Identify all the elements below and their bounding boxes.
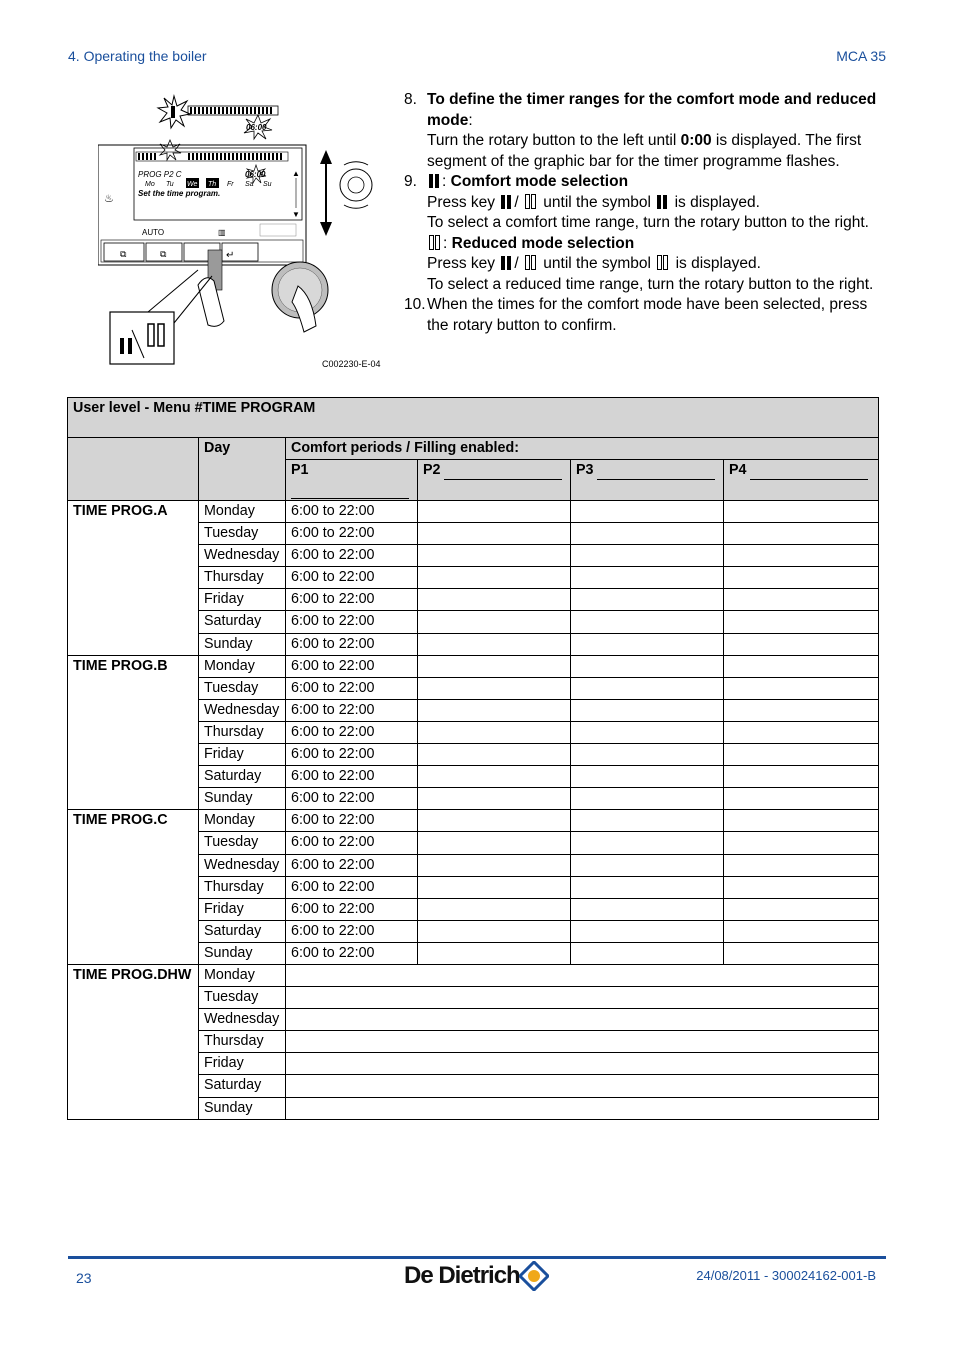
program-name: TIME PROG.DHW — [68, 964, 199, 1119]
comfort-press-text: Press key — [427, 193, 500, 211]
period-p1-cell: 6:00 to 22:00 — [286, 721, 418, 743]
period-cell — [418, 810, 571, 832]
period-p1-cell: 6:00 to 22:00 — [286, 567, 418, 589]
period-cell — [286, 987, 879, 1009]
period-cell — [418, 501, 571, 523]
period-cell — [724, 501, 879, 523]
period-cell — [724, 942, 879, 964]
table-row — [68, 655, 879, 677]
day-cell: Thursday — [199, 567, 286, 589]
day-cell: Thursday — [199, 721, 286, 743]
reduced-symbol-icon — [657, 255, 669, 270]
period-cell — [571, 633, 724, 655]
period-p1-cell: 6:00 to 22:00 — [286, 699, 418, 721]
reduced-select-text: To select a reduced time range, turn the rotary button to the right. — [427, 275, 874, 293]
day-cell: Friday — [199, 898, 286, 920]
period-cell — [724, 699, 879, 721]
period-p1-cell: 6:00 to 22:00 — [286, 744, 418, 766]
period-label: P2 — [423, 462, 441, 478]
period-cell — [418, 854, 571, 876]
table-header-row — [68, 438, 879, 460]
comfort-mode-title: Comfort mode selection — [450, 173, 629, 190]
blank-line — [291, 485, 409, 499]
period-p1-cell: 6:00 to 22:00 — [286, 501, 418, 523]
day-cell: Monday — [199, 501, 286, 523]
period-cell — [571, 898, 724, 920]
period-cell — [571, 721, 724, 743]
period-p1-cell: 6:00 to 22:00 — [286, 810, 418, 832]
rotary-button-icon — [340, 162, 372, 208]
period-p1-cell: 6:00 to 22:00 — [286, 766, 418, 788]
display-time-main: 06:00 — [245, 170, 266, 179]
reduced-displayed-text: is displayed. — [671, 255, 761, 272]
header-blank — [68, 438, 199, 501]
table-row — [68, 810, 879, 832]
step-8: 8. To define the timer ranges for the comfort mode and reduced mode: Turn the rotary button to the left until 0:00 is displayed. The first segment of the graphic bar for the timer programme flashes. — [404, 91, 877, 170]
period-label: P4 — [729, 462, 747, 478]
button-icon-2: ⧉ — [160, 249, 167, 259]
day-cell: Sunday — [199, 788, 286, 810]
step-8-text-a: Turn the rotary button to the left until — [427, 132, 681, 149]
period-cell — [571, 545, 724, 567]
period-cell — [571, 699, 724, 721]
period-p1-cell: 6:00 to 22:00 — [286, 523, 418, 545]
button-icon-1: ⧉ — [120, 249, 127, 259]
period-cell — [286, 1097, 879, 1119]
day-cell: Friday — [199, 589, 286, 611]
timer-bar-top — [188, 106, 278, 115]
reduced-key-icon — [429, 235, 441, 250]
blank-line — [597, 466, 715, 480]
comfort-key-icon — [501, 195, 512, 209]
period-cell — [286, 1009, 879, 1031]
flash-burst-icon — [158, 96, 190, 128]
day-cell: Wednesday — [199, 1009, 286, 1031]
day-cell: Tuesday — [199, 987, 286, 1009]
period-cell — [418, 589, 571, 611]
period-cell — [724, 898, 879, 920]
period-cell — [724, 721, 879, 743]
display-day-su: Su — [263, 181, 272, 188]
period-cell — [571, 589, 724, 611]
period-cell — [418, 788, 571, 810]
model-header: MCA 35 — [836, 48, 886, 64]
period-p1-cell: 6:00 to 22:00 — [286, 611, 418, 633]
day-header: Day — [199, 438, 286, 501]
section-header: 4. Operating the boiler — [68, 48, 207, 64]
period-cell — [724, 920, 879, 942]
figure-caption: C002230-E-04 — [322, 359, 381, 369]
period-cell — [724, 744, 879, 766]
display-day-tu: Tu — [166, 181, 174, 188]
comfort-symbol-icon — [657, 195, 668, 209]
period-label: P3 — [576, 462, 594, 478]
footer-divider — [68, 1256, 886, 1259]
period-p1-header — [286, 460, 418, 501]
period-cell — [418, 942, 571, 964]
period-cell — [724, 567, 879, 589]
brand-diamond-icon — [519, 1261, 549, 1291]
step-8-text-b: is displayed. The first segment of the graphic bar for the timer programme flashes. — [427, 132, 862, 170]
time-program-table — [67, 397, 879, 1120]
period-p1-cell: 6:00 to 22:00 — [286, 898, 418, 920]
period-cell — [418, 655, 571, 677]
display-day-mo: Mo — [145, 181, 155, 188]
period-p3-header — [571, 460, 724, 501]
period-cell — [418, 611, 571, 633]
program-name: TIME PROG.A — [68, 501, 199, 656]
period-cell — [724, 589, 879, 611]
period-cell — [571, 876, 724, 898]
scroll-up-icon: ▲ — [292, 169, 300, 178]
period-cell — [418, 898, 571, 920]
period-cell — [571, 567, 724, 589]
day-cell: Saturday — [199, 766, 286, 788]
period-cell — [571, 788, 724, 810]
blank-line — [750, 466, 868, 480]
table-row — [68, 501, 879, 523]
period-cell — [418, 832, 571, 854]
period-cell — [418, 920, 571, 942]
day-cell: Sunday — [199, 942, 286, 964]
period-p2-header — [418, 460, 571, 501]
return-icon: ↵ — [226, 250, 235, 261]
display-time-top: 06:00 — [246, 123, 267, 132]
step-9: 9. : Comfort mode selection Press key / until the symbol is displayed. To select a comfort time range, turn the rotary button to the right. : Reduced mode selection Press key / until the symbol is displayed. To select a reduced time range, turn the rotary button to the right. — [404, 172, 890, 295]
period-cell — [571, 677, 724, 699]
period-cell — [571, 942, 724, 964]
instruction-steps — [404, 90, 890, 336]
comfort-until-text: until the symbol — [538, 193, 656, 211]
period-cell — [418, 744, 571, 766]
period-cell — [418, 677, 571, 699]
reduced-until-text: until the symbol — [538, 255, 656, 272]
control-panel-illustration — [98, 90, 398, 380]
period-cell — [571, 766, 724, 788]
day-cell: Tuesday — [199, 523, 286, 545]
period-cell — [418, 633, 571, 655]
comfort-key-icon — [501, 256, 512, 270]
step-number: 8. — [404, 91, 417, 108]
period-cell — [724, 523, 879, 545]
period-cell — [724, 854, 879, 876]
flame-icon: ♨ — [104, 193, 114, 205]
blank-line — [444, 466, 562, 480]
period-label: P1 — [291, 462, 309, 478]
step-8-title: To define the timer ranges for the comfort mode and reduced mode — [427, 91, 877, 129]
program-name: TIME PROG.B — [68, 655, 199, 810]
periods-header: Comfort periods / Filling enabled: — [286, 438, 879, 460]
period-cell — [286, 1031, 879, 1053]
period-p1-cell: 6:00 to 22:00 — [286, 854, 418, 876]
period-cell — [286, 1053, 879, 1075]
reduced-mode-title: Reduced mode selection — [451, 234, 635, 252]
day-cell: Thursday — [199, 876, 286, 898]
period-p1-cell: 6:00 to 22:00 — [286, 633, 418, 655]
period-cell — [724, 788, 879, 810]
day-cell: Wednesday — [199, 699, 286, 721]
period-p1-cell: 6:00 to 22:00 — [286, 876, 418, 898]
day-cell: Monday — [199, 655, 286, 677]
display-day-sa: Sa — [245, 181, 254, 188]
day-cell: Saturday — [199, 611, 286, 633]
step-10-text: When the times for the comfort mode have been selected, press the rotary button to confirm. — [427, 296, 868, 334]
day-cell: Wednesday — [199, 545, 286, 567]
brand-logo: De Dietrich — [404, 1262, 520, 1289]
period-cell — [571, 854, 724, 876]
period-cell — [418, 721, 571, 743]
display-day-we: We — [187, 181, 198, 188]
display-day-th: Th — [208, 181, 217, 188]
period-cell — [724, 876, 879, 898]
comfort-select-text: To select a comfort time range, turn the rotary button to the right. — [427, 214, 869, 231]
period-cell — [418, 567, 571, 589]
period-cell — [724, 633, 879, 655]
period-p1-cell: 6:00 to 22:00 — [286, 545, 418, 567]
menu-title: User level - Menu #TIME PROGRAM — [68, 398, 879, 438]
period-cell — [571, 920, 724, 942]
reduced-press-text: Press key — [427, 255, 500, 272]
step-10 — [404, 295, 890, 336]
period-cell — [571, 523, 724, 545]
day-cell: Tuesday — [199, 832, 286, 854]
period-cell — [724, 832, 879, 854]
radiator-icon: ▥ — [218, 228, 226, 237]
program-name: TIME PROG.C — [68, 810, 199, 965]
period-p1-cell: 6:00 to 22:00 — [286, 832, 418, 854]
period-p1-cell: 6:00 to 22:00 — [286, 788, 418, 810]
display-day-fr: Fr — [227, 181, 234, 188]
period-p1-cell: 6:00 to 22:00 — [286, 920, 418, 942]
period-cell — [418, 766, 571, 788]
day-cell: Monday — [199, 964, 286, 986]
day-cell: Saturday — [199, 1075, 286, 1097]
day-cell: Wednesday — [199, 854, 286, 876]
period-p1-cell: 6:00 to 22:00 — [286, 655, 418, 677]
period-cell — [418, 876, 571, 898]
period-p4-header — [724, 460, 879, 501]
table-menu-row — [68, 398, 879, 438]
date-reference: 24/08/2011 - 300024162-001-B — [696, 1268, 876, 1283]
period-p1-cell: 6:00 to 22:00 — [286, 677, 418, 699]
reduced-key-icon — [525, 194, 537, 209]
period-cell — [286, 1075, 879, 1097]
display-mode: AUTO — [142, 228, 165, 237]
day-cell: Monday — [199, 810, 286, 832]
day-cell: Sunday — [199, 633, 286, 655]
period-cell — [418, 699, 571, 721]
rotary-knob-icon — [272, 262, 328, 332]
period-cell — [571, 744, 724, 766]
period-cell — [571, 810, 724, 832]
period-cell — [724, 677, 879, 699]
period-cell — [418, 523, 571, 545]
comfort-key-icon — [429, 174, 440, 188]
period-cell — [571, 501, 724, 523]
period-cell — [571, 655, 724, 677]
display-prog-label: PROG P2 C — [138, 170, 182, 179]
period-p1-cell: 6:00 to 22:00 — [286, 589, 418, 611]
step-number: 9. — [404, 173, 417, 190]
period-cell — [571, 832, 724, 854]
period-cell — [724, 810, 879, 832]
comfort-displayed-text: is displayed. — [670, 193, 760, 211]
day-cell: Saturday — [199, 920, 286, 942]
period-cell — [724, 611, 879, 633]
day-cell: Thursday — [199, 1031, 286, 1053]
period-cell — [418, 545, 571, 567]
day-cell: Tuesday — [199, 677, 286, 699]
reduced-key-icon — [525, 255, 537, 270]
day-cell: Friday — [199, 1053, 286, 1075]
period-cell — [724, 766, 879, 788]
period-cell — [724, 545, 879, 567]
up-down-arrow-icon — [320, 150, 332, 236]
display-message: Set the time program. — [138, 189, 221, 198]
period-cell — [724, 655, 879, 677]
period-p1-cell: 6:00 to 22:00 — [286, 942, 418, 964]
step-8-value: 0:00 — [680, 132, 712, 149]
day-cell: Friday — [199, 744, 286, 766]
step-number: 10. — [404, 296, 426, 313]
period-cell — [571, 611, 724, 633]
period-cell — [286, 964, 879, 986]
scroll-down-icon: ▼ — [292, 210, 300, 219]
page-number: 23 — [76, 1270, 92, 1286]
day-cell: Sunday — [199, 1097, 286, 1119]
table-row — [68, 964, 879, 986]
